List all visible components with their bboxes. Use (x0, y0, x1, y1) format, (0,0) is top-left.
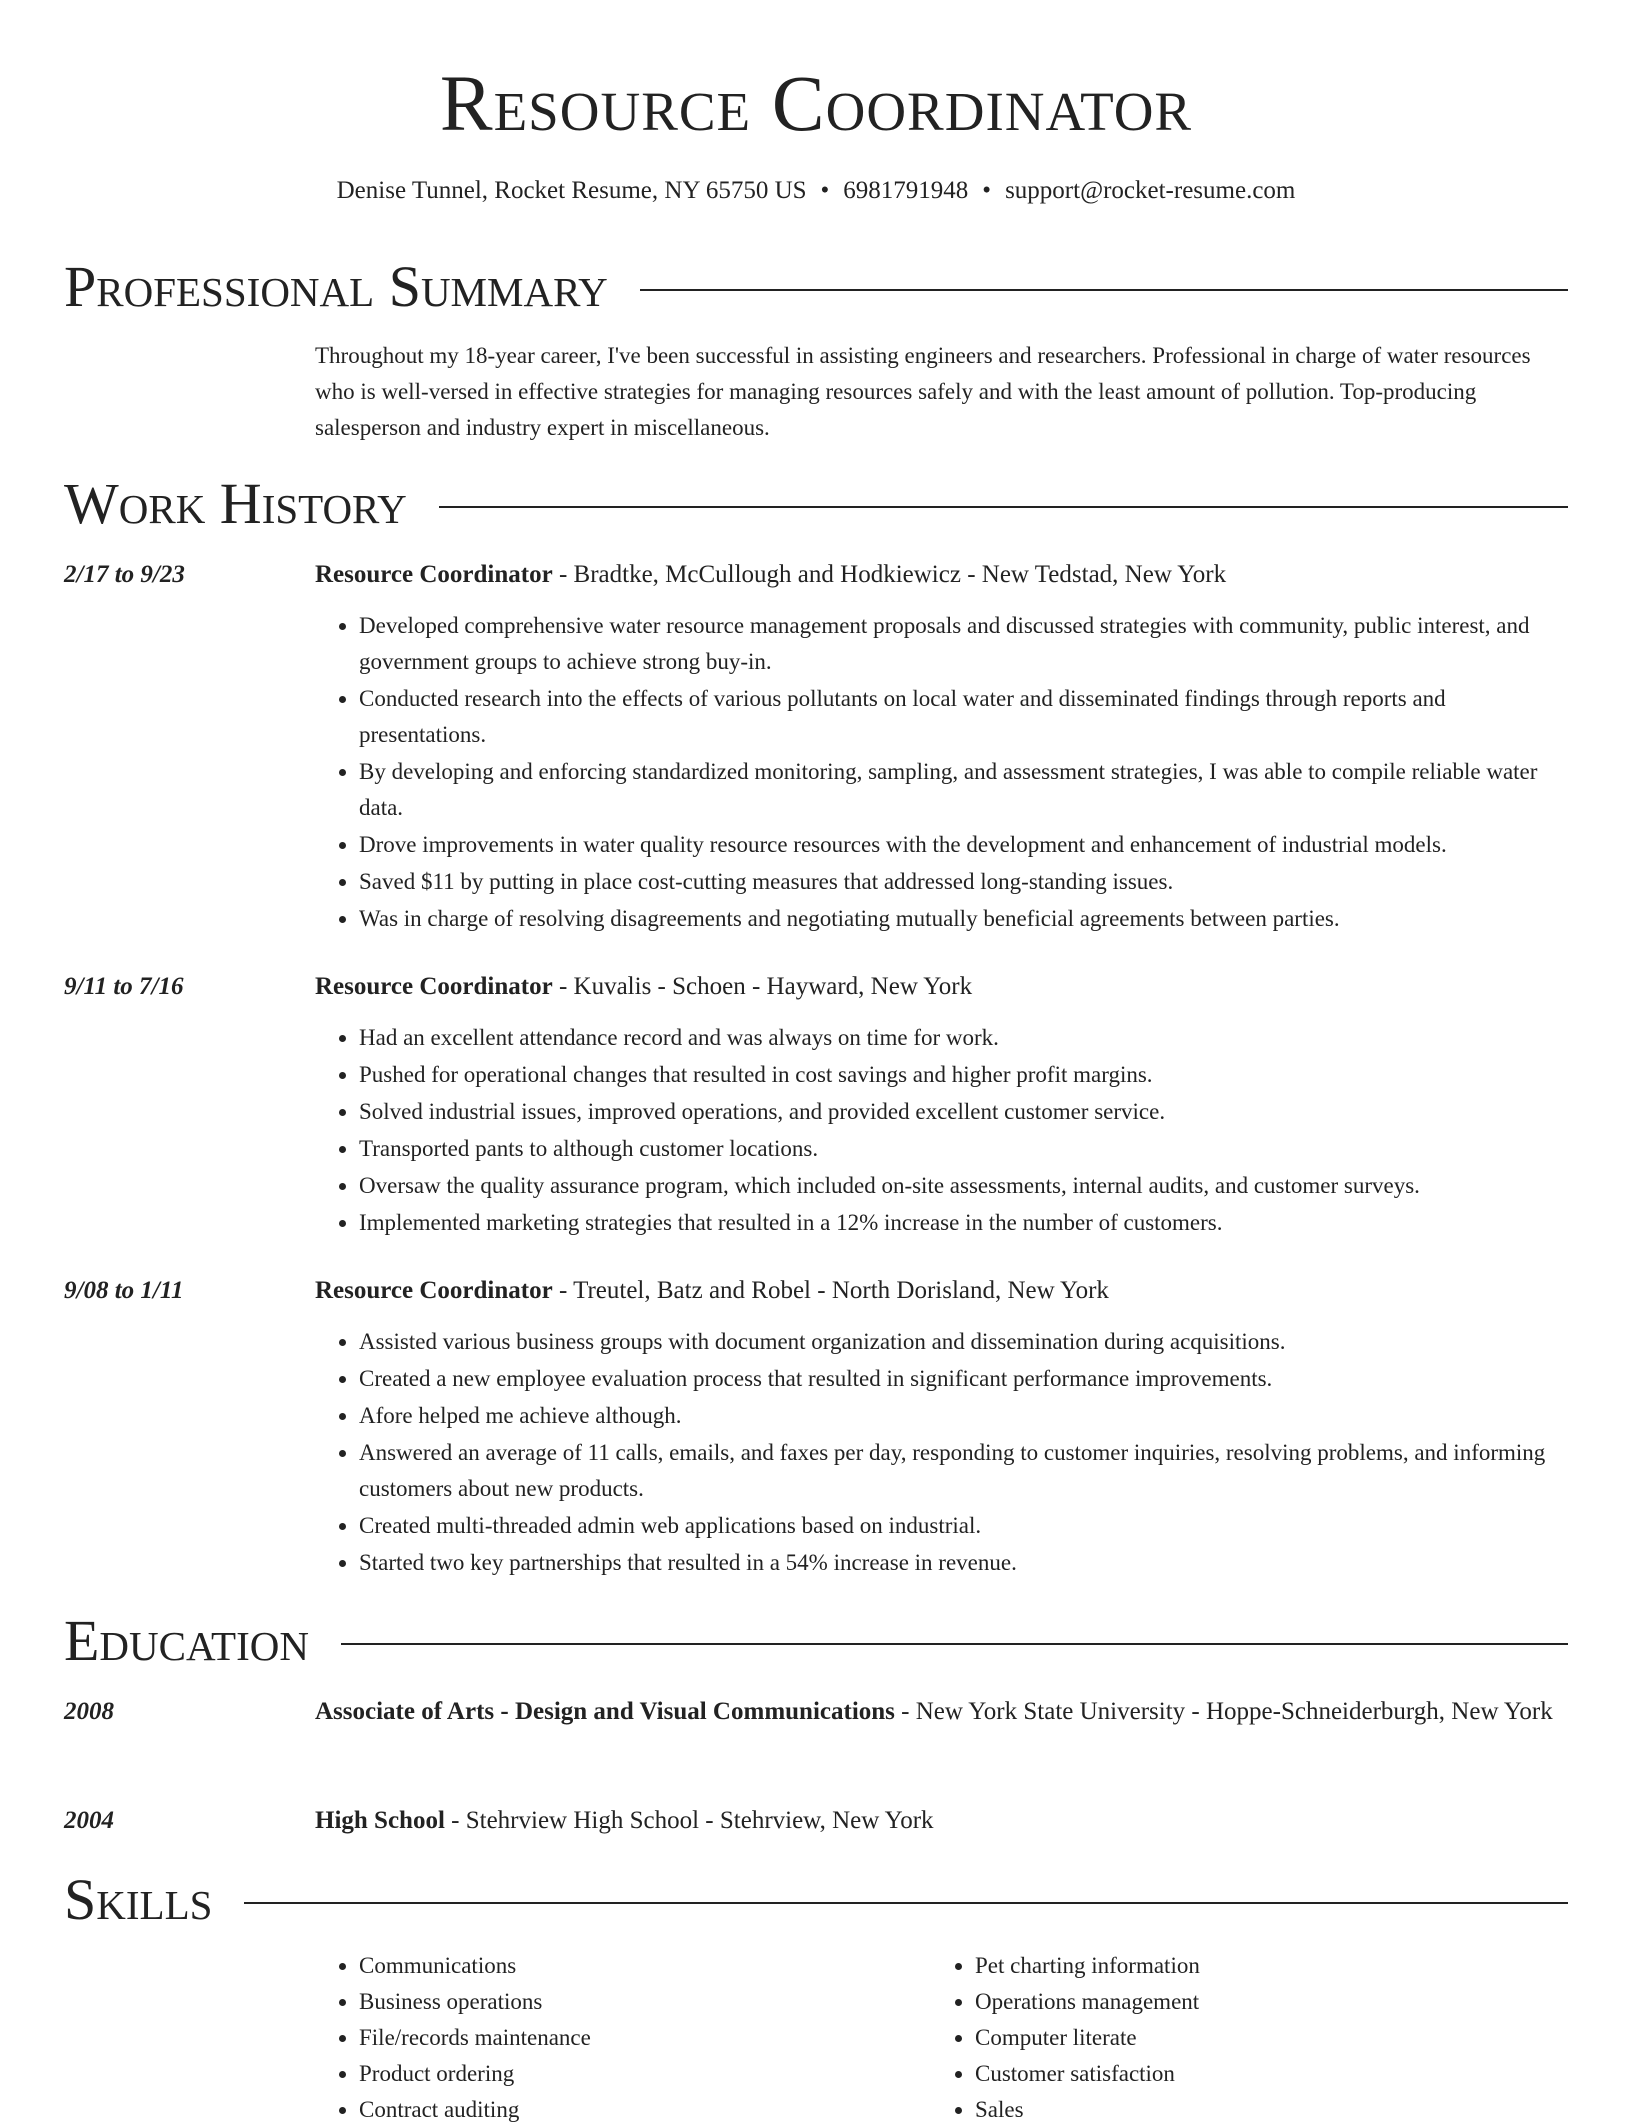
work-title: Resource Coordinator (315, 973, 553, 1000)
work-details: - Treutel, Batz and Robel - North Dorisland, New York (552, 1277, 1109, 1304)
work-bullet: • Started two key partnerships that resulted in a 54% increase in revenue. (359, 1545, 1568, 1581)
work-bullets (315, 1324, 1568, 1581)
work-body (315, 968, 1568, 1242)
education-body (315, 1693, 1568, 1731)
skills-column-left (315, 1948, 931, 2128)
work-headline (315, 556, 1568, 594)
education-degree: High School (315, 1807, 445, 1834)
skill-item: • Operations management (975, 1984, 1547, 2020)
section-header-education (64, 1609, 1568, 1673)
contact-separator: • (820, 177, 830, 204)
work-bullet: • Oversaw the quality assurance program, which included on-site assessments, internal audits, and customer surveys. (359, 1168, 1568, 1204)
section-title-work: Work History (64, 471, 407, 536)
work-body (315, 556, 1568, 938)
education-details: - New York State University - Hoppe-Schneiderburgh, New York (894, 1698, 1553, 1725)
work-body (315, 1272, 1568, 1582)
work-dates: 9/08 to 1/11 (64, 1277, 184, 1304)
section-header-skills (64, 1868, 1568, 1932)
work-bullet: • Had an excellent attendance record and was always on time for work. (359, 1020, 1568, 1056)
work-bullet: • By developing and enforcing standardized monitoring, sampling, and assessment strategies, I was able to compile reliable water data. (359, 754, 1568, 826)
education-body (315, 1802, 1568, 1840)
work-bullet: • Implemented marketing strategies that resulted in a 12% increase in the number of customers. (359, 1205, 1568, 1241)
contact-address: Denise Tunnel, Rocket Resume, NY 65750 US (336, 177, 807, 204)
skill-item: • Sales (975, 2092, 1547, 2128)
section-title-summary: Professional Summary (64, 254, 608, 319)
work-bullet: • Was in charge of resolving disagreements and negotiating mutually beneficial agreements between parties. (359, 901, 1568, 937)
skill-item: • Customer satisfaction (975, 2056, 1547, 2092)
education-headline (315, 1693, 1568, 1731)
skill-item: • Communications (359, 1948, 931, 1984)
work-bullet: • Drove improvements in water quality resource resources with the development and enhancement of industrial models. (359, 827, 1568, 863)
work-bullet: • Answered an average of 11 calls, emails, and faxes per day, responding to customer inquiries, resolving problems, and informing customers about new products. (359, 1435, 1568, 1507)
work-bullet: • Conducted research into the effects of various pollutants on local water and disseminated findings through reports and presentations. (359, 681, 1568, 753)
work-bullet: • Afore helped me achieve although. (359, 1398, 1568, 1434)
work-bullets (315, 608, 1568, 937)
resume-title: Resource Coordinator (439, 61, 1193, 148)
summary-text: Throughout my 18-year career, I've been successful in assisting engineers and researchers. Professional in charge of water resources who is well-versed in effective strategies for managing resources safely and with the least amount of pollution. Top-producing salesperson and industry expert in miscellaneous. (315, 343, 1531, 440)
skill-item: • Computer literate (975, 2020, 1547, 2056)
skill-item: • Business operations (359, 1984, 931, 2020)
contact-phone: 6981791948 (843, 177, 969, 204)
work-headline (315, 1272, 1568, 1310)
work-bullets (315, 1020, 1568, 1241)
work-title: Resource Coordinator (315, 561, 553, 588)
contact-email: support@rocket-resume.com (1005, 177, 1296, 204)
work-bullet: • Created a new employee evaluation process that resulted in significant performance improvements. (359, 1361, 1568, 1397)
section-title-skills: Skills (64, 1867, 213, 1932)
skill-item: • Pet charting information (975, 1948, 1547, 1984)
education-details: - Stehrview High School - Stehrview, New York (444, 1807, 934, 1834)
section-divider (640, 289, 1568, 291)
work-dates: 2/17 to 9/23 (64, 561, 185, 588)
work-bullet: • Solved industrial issues, improved operations, and provided excellent customer service. (359, 1094, 1568, 1130)
work-bullet: • Assisted various business groups with document organization and dissemination during acquisitions. (359, 1324, 1568, 1360)
work-bullet: • Transported pants to although customer locations. (359, 1131, 1568, 1167)
work-bullet: • Saved $11 by putting in place cost-cutting measures that addressed long-standing issues. (359, 864, 1568, 900)
work-bullet: • Pushed for operational changes that resulted in cost savings and higher profit margins. (359, 1057, 1568, 1093)
work-headline (315, 968, 1568, 1006)
section-divider (341, 1643, 1568, 1645)
section-divider (244, 1902, 1568, 1904)
education-year: 2004 (64, 1807, 114, 1834)
section-divider (439, 506, 1568, 508)
section-header-work (64, 472, 1568, 536)
education-headline (315, 1802, 1568, 1840)
skills-list (315, 1948, 1568, 2128)
work-details: - Kuvalis - Schoen - Hayward, New York (552, 973, 973, 1000)
skill-item: • Contract auditing (359, 2092, 931, 2128)
work-title: Resource Coordinator (315, 1277, 553, 1304)
work-bullet: • Created multi-threaded admin web applications based on industrial. (359, 1508, 1568, 1544)
skills-column-right (931, 1948, 1547, 2128)
contact-separator: • (982, 177, 992, 204)
education-degree: Associate of Arts - Design and Visual Communications (315, 1698, 895, 1725)
work-details: - Bradtke, McCullough and Hodkiewicz - New Tedstad, New York (552, 561, 1227, 588)
skill-item: • Product ordering (359, 2056, 931, 2092)
section-header-summary (64, 255, 1568, 319)
education-year: 2008 (64, 1698, 114, 1725)
work-bullet: • Developed comprehensive water resource management proposals and discussed strategies with community, public interest, and government groups to achieve strong buy-in. (359, 608, 1568, 680)
section-title-education: Education (64, 1608, 309, 1673)
skill-item: • File/records maintenance (359, 2020, 931, 2056)
contact-line (0, 174, 1632, 208)
work-dates: 9/11 to 7/16 (64, 973, 184, 1000)
